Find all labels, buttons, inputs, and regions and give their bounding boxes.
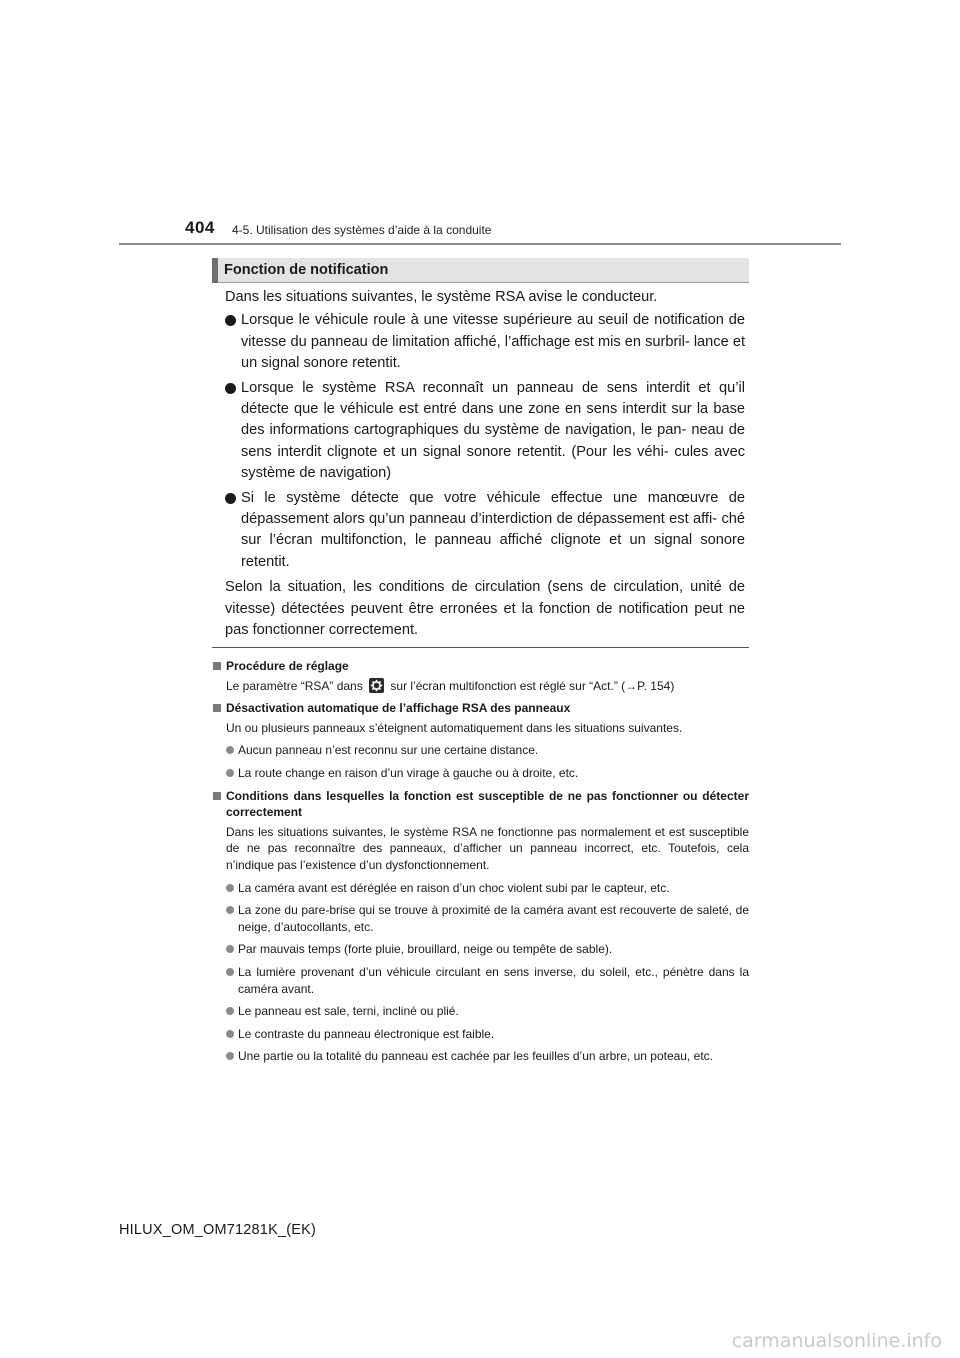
note-conditions bbox=[212, 788, 749, 1065]
heading-accent bbox=[212, 258, 218, 283]
notes-section bbox=[212, 658, 749, 1071]
list-item-text: La route change en raison d’un virage à gauche ou à droite, etc. bbox=[238, 765, 579, 780]
bullet-icon bbox=[226, 884, 234, 892]
bullet-icon bbox=[226, 746, 234, 754]
note-heading bbox=[212, 658, 749, 675]
note-title: Désactivation automatique de l’affichage RSA des panneaux bbox=[226, 701, 571, 716]
note-procedure bbox=[212, 658, 749, 694]
bullet-icon bbox=[225, 315, 236, 326]
note-heading bbox=[212, 700, 749, 717]
bullet-icon bbox=[226, 945, 234, 953]
notes-divider bbox=[212, 647, 749, 648]
note-text-before: Le paramètre “RSA” dans bbox=[226, 678, 363, 693]
list-item-text: La caméra avant est déréglée en raison d’un choc violent subi par le capteur, etc. bbox=[238, 880, 670, 895]
square-bullet-icon bbox=[213, 792, 221, 800]
list-item-text: Le panneau est sale, terni, incliné ou plié. bbox=[238, 1004, 459, 1019]
intro-text: Dans les situations suivantes, le système RSA avise le conducteur. bbox=[225, 289, 658, 305]
note-text bbox=[226, 678, 749, 695]
bullet-icon bbox=[226, 1007, 234, 1015]
gear-icon bbox=[369, 678, 384, 693]
section-heading: Fonction de notification bbox=[224, 262, 389, 278]
list-item bbox=[226, 765, 749, 782]
section-heading-bar bbox=[212, 258, 749, 283]
bullet-item bbox=[225, 488, 745, 574]
list-item-text: Par mauvais temps (forte pluie, brouillard, neige ou tempête de sable). bbox=[238, 942, 613, 957]
bullet-icon bbox=[226, 1052, 234, 1060]
note-text: Dans les situations suivantes, le système RSA ne fonctionne pas normalement et est susceptible de ne pas reconnaître des panneaux, d’afficher un panneau incorrect, etc. Toutefois, cela n’indique pas l’existence d’un dysfonctionnement. bbox=[226, 824, 749, 872]
bullet-item bbox=[225, 378, 745, 485]
page-number: 404 bbox=[185, 218, 215, 237]
square-bullet-icon bbox=[213, 662, 221, 670]
list-item-text: Aucun panneau n’est reconnu sur une certaine distance. bbox=[238, 743, 539, 758]
closing-text: Selon la situation, les conditions de circulation (sens de circulation, unité de vitesse) détectées peuvent être erronées et la fonction de notification peut ne pas fonctionner correctement. bbox=[225, 579, 745, 639]
bullet-icon bbox=[226, 968, 234, 976]
list-item-text: La zone du pare-brise qui se trouve à proximité de la caméra avant est recouverte de saleté, de neige, d’autocollants, etc. bbox=[238, 903, 749, 934]
list-item bbox=[226, 1048, 749, 1065]
list-item-text: Le contraste du panneau électronique est faible. bbox=[238, 1026, 495, 1041]
note-heading bbox=[212, 788, 749, 821]
list-item bbox=[226, 1003, 749, 1020]
square-bullet-icon bbox=[213, 704, 221, 712]
list-item bbox=[226, 880, 749, 897]
note-text-after: sur l’écran multifonction est réglé sur “Act.” (→P. 154) bbox=[390, 678, 675, 693]
list-item bbox=[226, 902, 749, 935]
bullet-text: Lorsque le véhicule roule à une vitesse supérieure au seuil de notification de vitesse du panneau de limitation affiché, l’affichage est mis en surbril- lance et un signal sonore retentit. bbox=[241, 312, 745, 372]
bullet-icon bbox=[225, 383, 236, 394]
list-item bbox=[226, 964, 749, 997]
bullet-icon bbox=[226, 906, 234, 914]
bullet-icon bbox=[225, 493, 236, 504]
list-item-text: Une partie ou la totalité du panneau est cachée par les feuilles d’un arbre, un poteau, etc. bbox=[238, 1049, 713, 1064]
note-text: Un ou plusieurs panneaux s’éteignent automatiquement dans les situations suivantes. bbox=[226, 720, 683, 735]
note-title: Procédure de réglage bbox=[226, 659, 349, 673]
header-divider bbox=[119, 243, 841, 245]
watermark: carmanualsonline.info bbox=[731, 1330, 942, 1352]
bullet-item bbox=[225, 310, 745, 374]
main-content bbox=[225, 287, 745, 642]
note-title: Conditions dans lesquelles la fonction est susceptible de ne pas fonctionner ou détecter correctement bbox=[226, 788, 749, 820]
list-item-text: La lumière provenant d’un véhicule circulant en sens inverse, du soleil, etc., pénètre dans la caméra avant. bbox=[238, 964, 749, 996]
list-item bbox=[226, 742, 749, 759]
document-footer-code: HILUX_OM_OM71281K_(EK) bbox=[119, 1222, 317, 1238]
list-item bbox=[226, 941, 749, 958]
bullet-icon bbox=[226, 1030, 234, 1038]
list-item bbox=[226, 1026, 749, 1043]
bullet-icon bbox=[226, 769, 234, 777]
section-title: 4-5. Utilisation des systèmes d’aide à la conduite bbox=[232, 223, 492, 237]
bullet-text: Si le système détecte que votre véhicule effectue une manœuvre de dépassement alors qu’un panneau d’interdiction de dépassement est affi- ché sur l’écran multifonction, le panneau affiché clignote et un signal sonore retentit. bbox=[241, 489, 745, 570]
note-deactivation bbox=[212, 700, 749, 781]
bullet-text: Lorsque le système RSA reconnaît un panneau de sens interdit et qu’il détecte que le véhicule est entré dans une zone en sens interdit sur la base des informations cartographiques du système de navigation, le pan- neau de sens interdit clignote et un signal sonore retentit. (Pour les véhi- cules avec système de navigation) bbox=[241, 379, 745, 482]
